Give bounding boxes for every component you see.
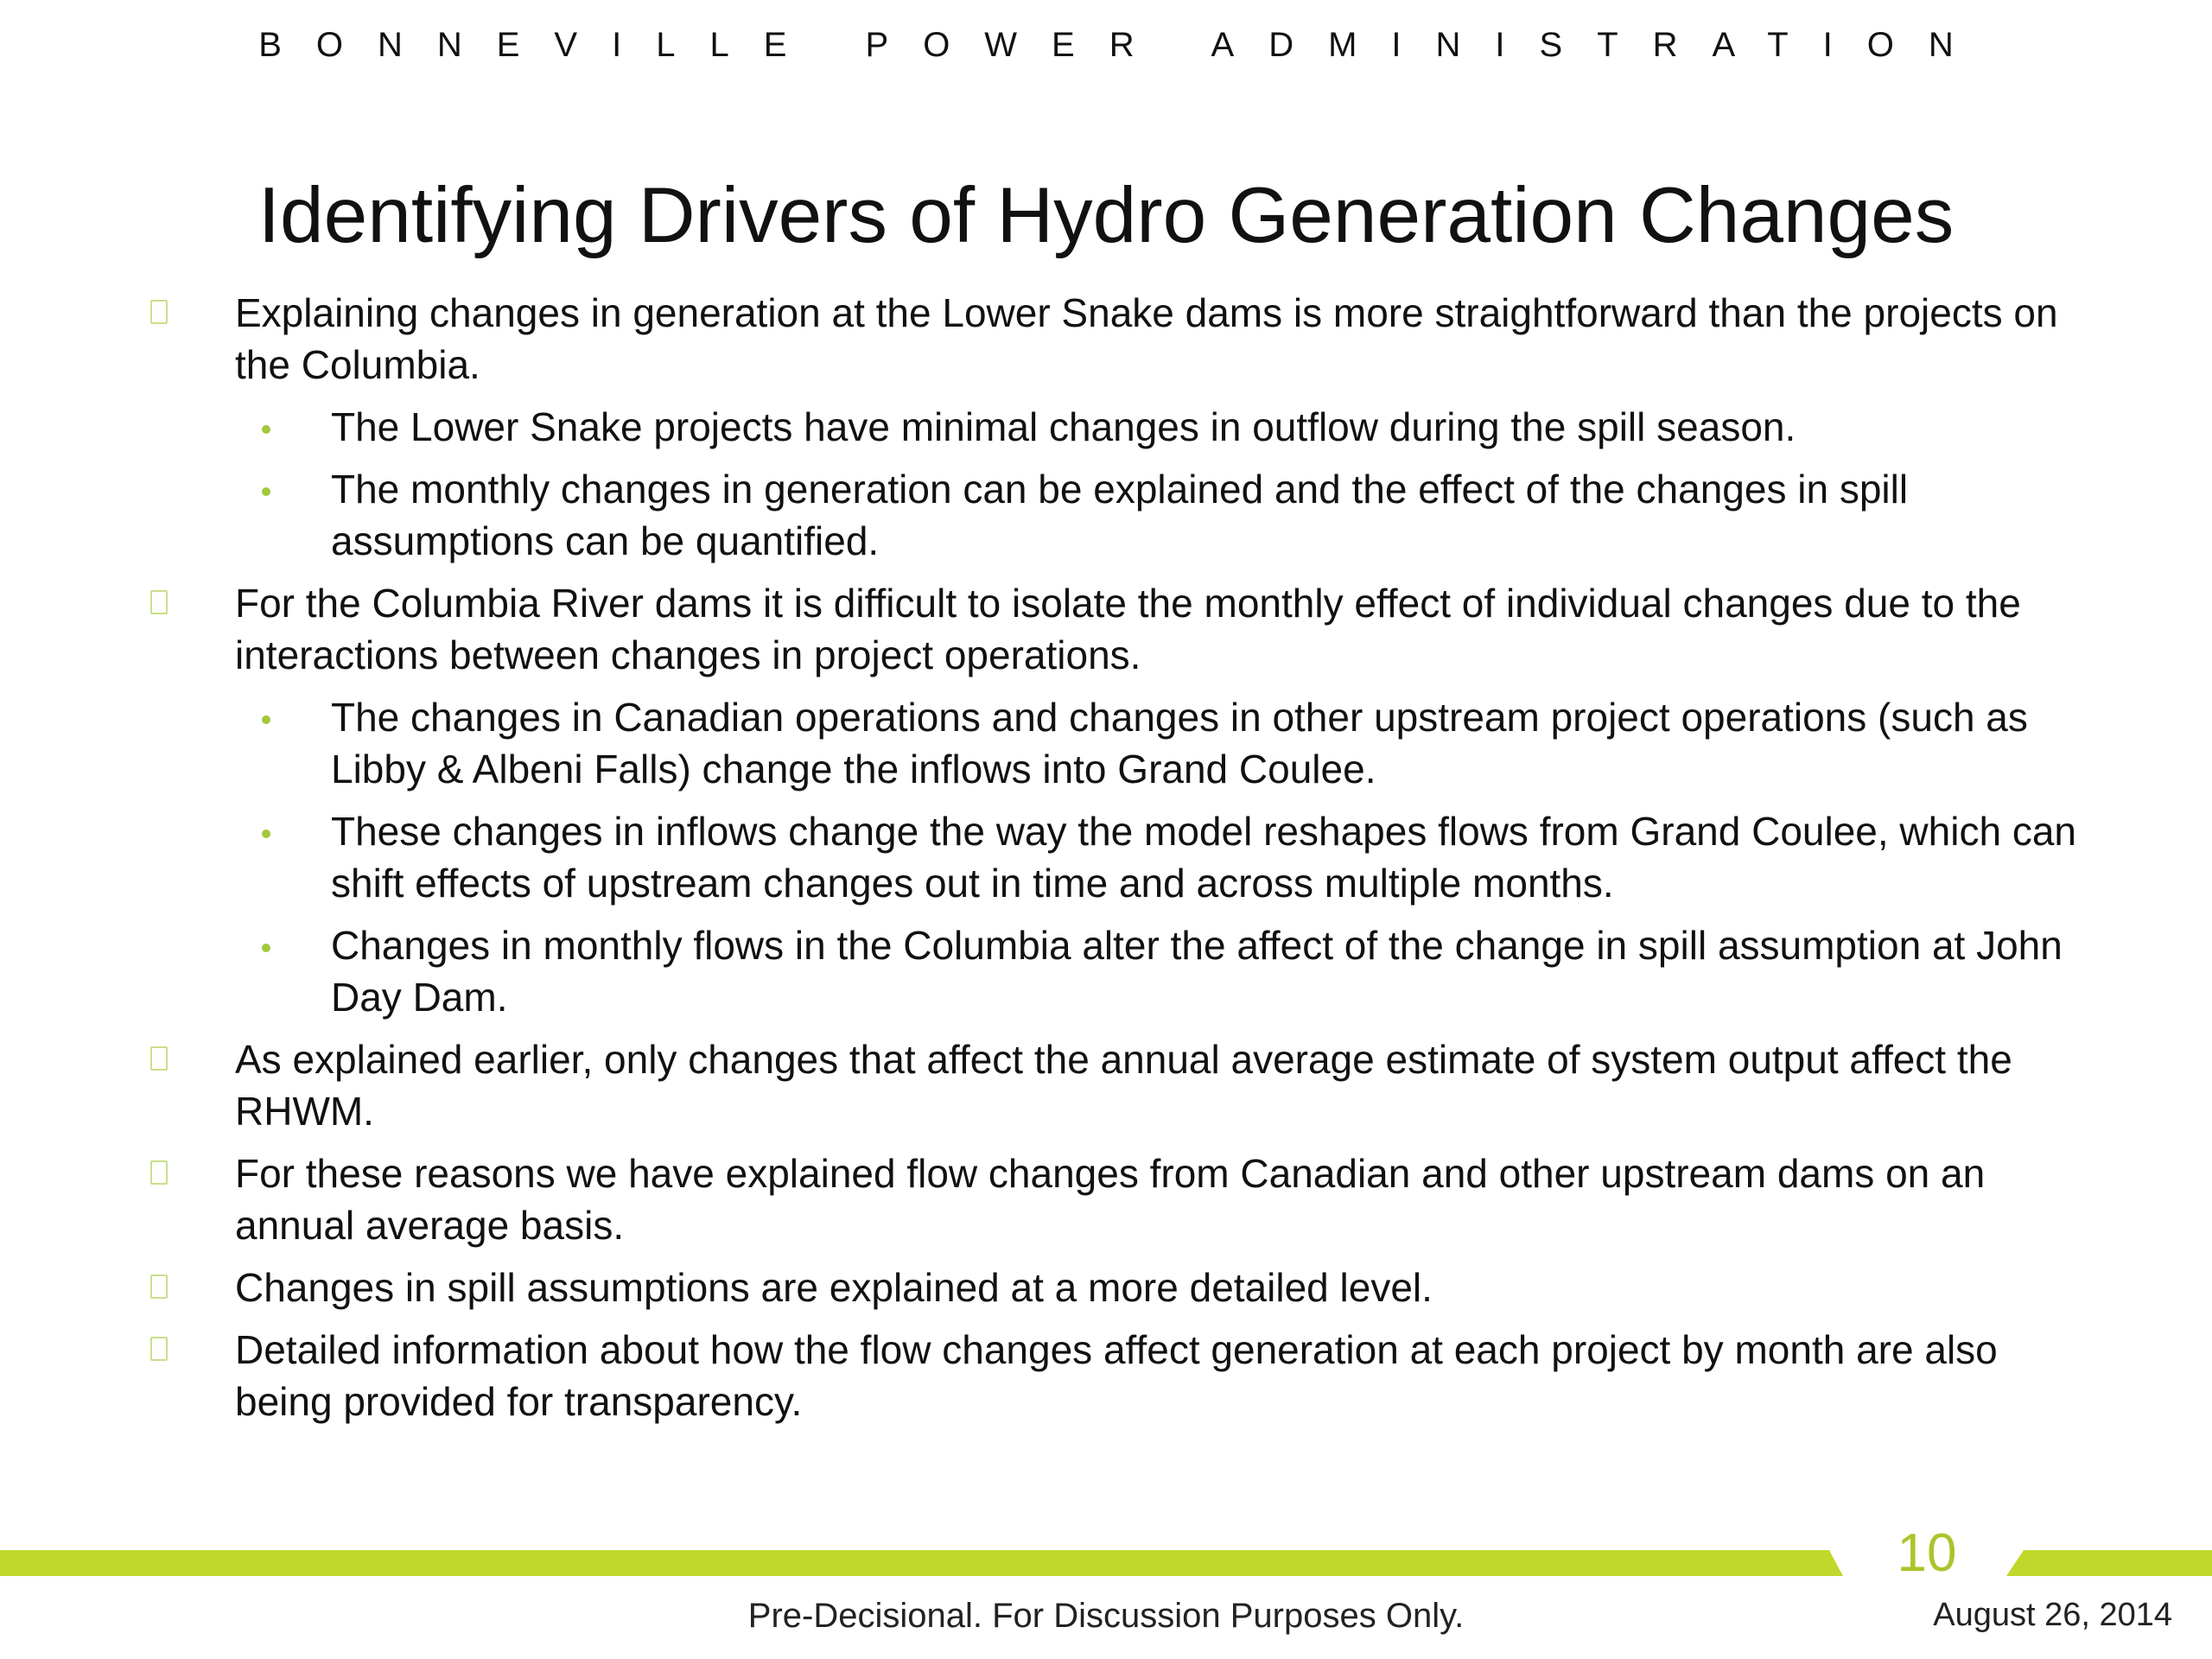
dot-bullet-icon [262, 715, 270, 724]
footer-accent-bar-left [0, 1550, 1843, 1576]
square-bullet-icon [150, 1160, 168, 1185]
dot-bullet-icon [262, 487, 270, 496]
bullet-text: Detailed information about how the flow changes affect generation at each project by month are also being provided for transparency. [235, 1327, 1998, 1424]
bullet-text: Changes in monthly flows in the Columbia alter the affect of the change in spill assumption at John Day Dam. [331, 923, 2063, 1020]
bullet-item [138, 1324, 2091, 1427]
bullet-text: The Lower Snake projects have minimal changes in outflow during the spill season. [331, 404, 1796, 449]
bullet-text: Changes in spill assumptions are explained at a more detailed level. [235, 1265, 1433, 1310]
square-bullet-icon [150, 1337, 168, 1361]
bullet-item [138, 1033, 2091, 1137]
sub-bullet-item [138, 401, 2091, 453]
bullet-text: Explaining changes in generation at the Lower Snake dams is more straightforward than the projects on the Columbia. [235, 290, 2058, 387]
bullet-item [138, 577, 2091, 681]
slide-title: Identifying Drivers of Hydro Generation Changes [257, 172, 1955, 259]
footer-accent-bar-right [2006, 1550, 2212, 1576]
bullet-text: The changes in Canadian operations and changes in other upstream project operations (such as Libby & Albeni Falls) change the inflows into Grand Coulee. [331, 695, 2028, 791]
dot-bullet-icon [262, 944, 270, 952]
bullet-text: For these reasons we have explained flow changes from Canadian and other upstream dams on an annual average basis. [235, 1151, 1986, 1248]
square-bullet-icon [150, 300, 168, 324]
bullet-text: For the Columbia River dams it is difficult to isolate the monthly effect of individual changes due to the interactions between changes in project operations. [235, 581, 2021, 677]
bullet-text: The monthly changes in generation can be explained and the effect of the changes in spill assumptions can be quantified. [331, 467, 1909, 563]
dot-bullet-icon [262, 830, 270, 838]
square-bullet-icon [150, 1046, 168, 1071]
org-header: BONNEVILLE POWER ADMINISTRATION [258, 26, 1988, 64]
bullet-item [138, 1147, 2091, 1251]
bullet-text: These changes in inflows change the way the model reshapes flows from Grand Coulee, which can shift effects of upstream changes out in time and across multiple months. [331, 809, 2076, 906]
bullet-text: As explained earlier, only changes that affect the annual average estimate of system output affect the RHWM. [235, 1037, 2012, 1134]
dot-bullet-icon [262, 425, 270, 434]
square-bullet-icon [150, 1274, 168, 1299]
sub-bullet-item [138, 691, 2091, 795]
bullet-item [138, 1262, 2091, 1313]
bullet-item [138, 287, 2091, 391]
square-bullet-icon [150, 590, 168, 614]
sub-bullet-item [138, 805, 2091, 909]
footer-disclaimer: Pre-Decisional. For Discussion Purposes Only. [747, 1597, 1465, 1635]
page-number: 10 [1897, 1523, 1957, 1583]
sub-bullet-item [138, 463, 2091, 567]
sub-bullet-item [138, 919, 2091, 1023]
slide-body [138, 287, 2091, 1438]
footer-date: August 26, 2014 [1933, 1597, 2172, 1633]
